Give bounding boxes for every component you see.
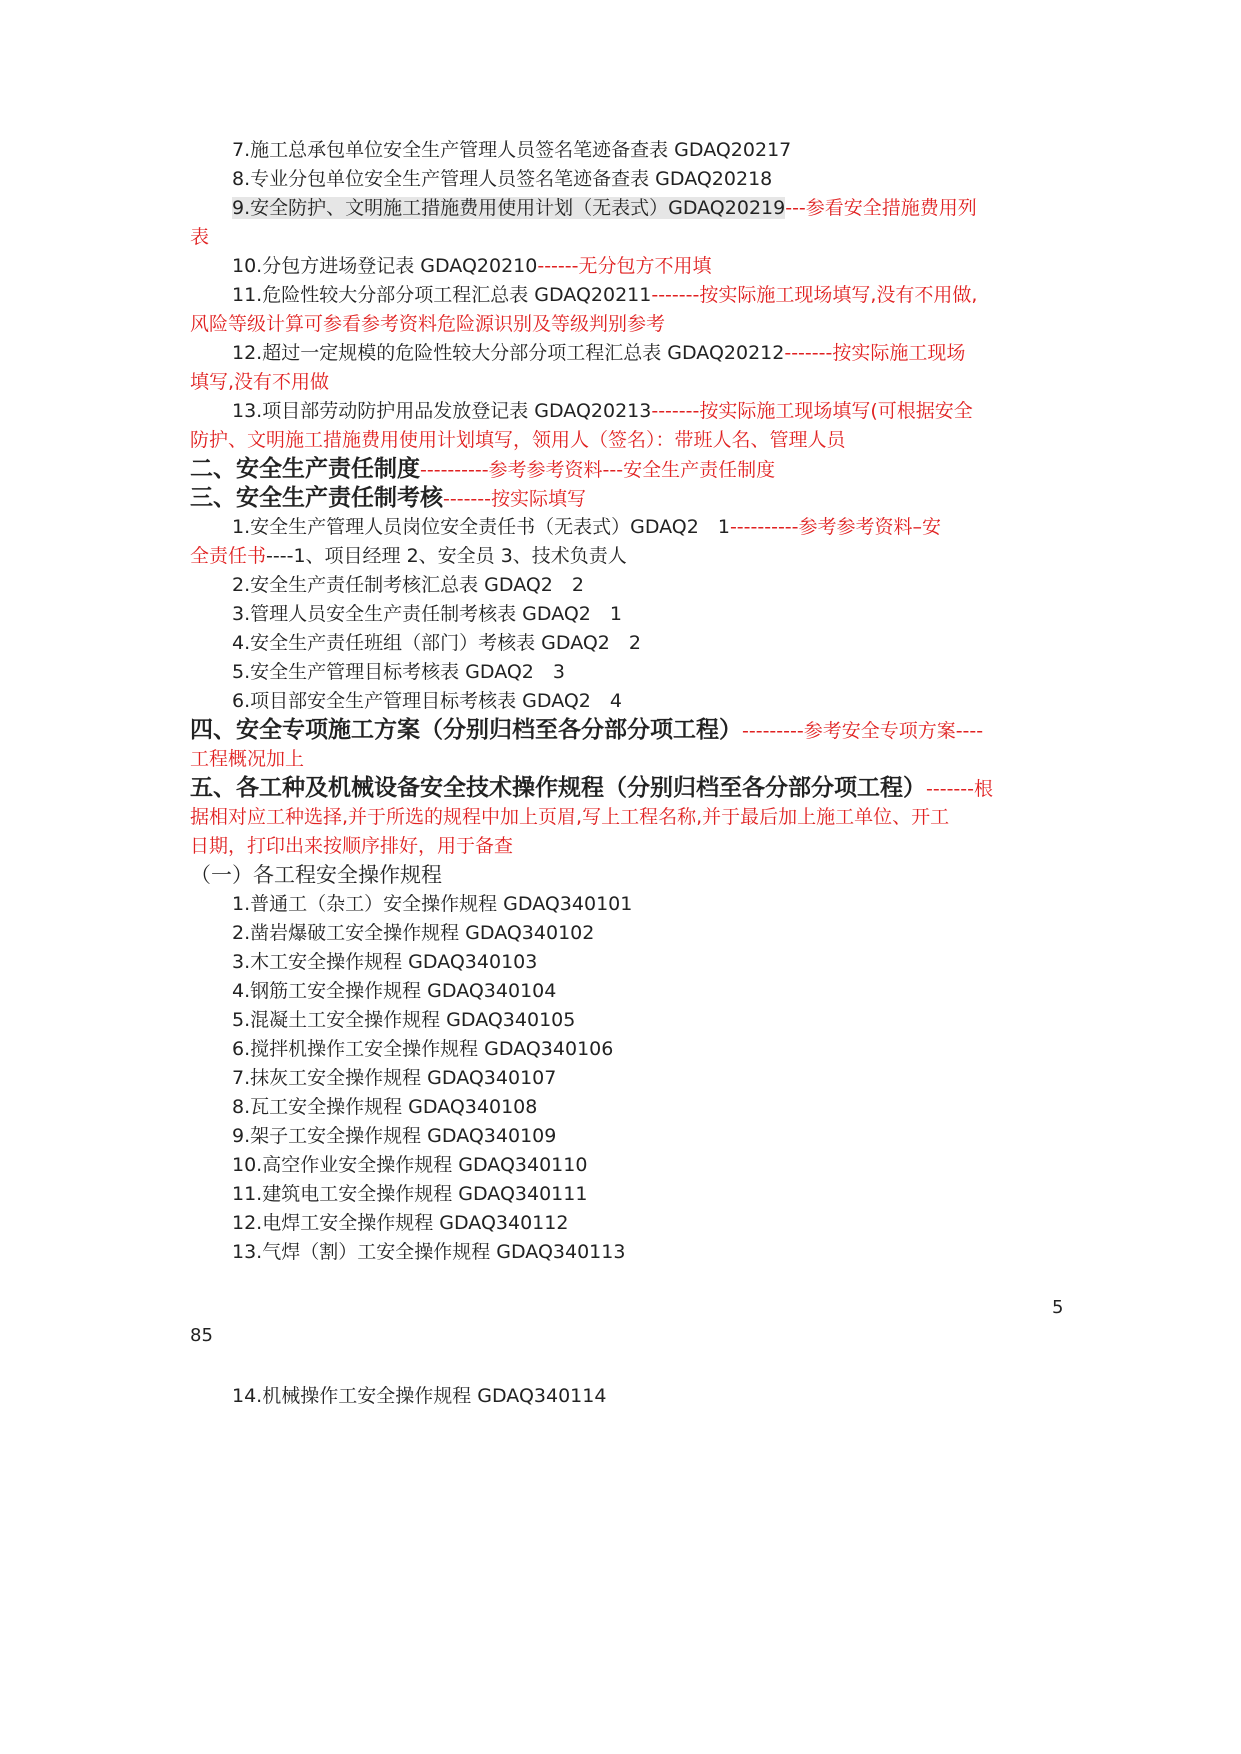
list-item (232, 337, 1060, 369)
list-item (232, 1149, 1060, 1181)
line-text: ----1、项目经理 2、安全员 3、技术负责人 (266, 545, 627, 567)
list-item (232, 656, 1060, 688)
heading-continuation (190, 830, 1060, 862)
line-note: ---参看安全措施费用列 (785, 197, 977, 219)
line-text: 5.混凝土工安全操作规程 GDAQ340105 (232, 1009, 576, 1031)
line-text: 4.安全生产责任班组（部门）考核表 GDAQ2 2 (232, 632, 641, 654)
line-text: 1.普通工（杂工）安全操作规程 GDAQ340101 (232, 893, 633, 915)
list-item (232, 192, 1060, 224)
list-item (232, 163, 1060, 195)
list-item (232, 1380, 1060, 1412)
list-item (232, 1207, 1060, 1239)
list-item (232, 279, 1060, 311)
list-item-continuation (190, 221, 1060, 253)
list-item (232, 1120, 1060, 1152)
heading-text: 二、安全生产责任制度 (190, 456, 420, 482)
list-item (232, 946, 1060, 978)
heading-text: 四、安全专项施工方案（分别归档至各分部分项工程） (190, 717, 742, 743)
line-text: 4.钢筋工安全操作规程 GDAQ340104 (232, 980, 557, 1002)
list-item (232, 1033, 1060, 1065)
line-text: 7.施工总承包单位安全生产管理人员签名笔迹备查表 GDAQ20217 (232, 139, 792, 161)
line-note: 全责任书 (190, 545, 267, 567)
list-item (232, 888, 1060, 920)
list-item (232, 1091, 1060, 1123)
line-text: 2.凿岩爆破工安全操作规程 GDAQ340102 (232, 922, 595, 944)
line-note: -------按实际施工现场填写(可根据安全 (651, 400, 973, 422)
list-item (232, 1236, 1060, 1268)
heading-text: 五、各工种及机械设备安全技术操作规程（分别归档至各分部分项工程） (190, 775, 926, 801)
line-text: 1.安全生产管理人员岗位安全责任书（无表式）GDAQ2 1 (232, 516, 730, 538)
line-note: 防护、文明施工措施费用使用计划填写，领用人（签名）：带班人名、管理人员 (190, 429, 846, 451)
list-item (232, 395, 1060, 427)
list-item-continuation (190, 540, 1060, 572)
heading-note: 工程概况加上 (190, 748, 305, 770)
list-item (232, 1062, 1060, 1094)
page-number-left: 85 (190, 1325, 213, 1346)
line-note: -------按实际施工现场 (784, 342, 966, 364)
line-text: 5.安全生产管理目标考核表 GDAQ2 3 (232, 661, 565, 683)
line-text: 3.管理人员安全生产责任制考核表 GDAQ2 1 (232, 603, 622, 625)
heading-text: （一）各工程安全操作规程 (190, 863, 442, 887)
line-note: ------无分包方不用填 (537, 255, 712, 277)
heading-note: 日期，打印出来按顺序排好，用于备查 (190, 835, 514, 857)
sub-heading (190, 859, 1060, 891)
line-note: 风险等级计算可参看参考资料危险源识别及等级判别参考 (190, 313, 666, 335)
line-note: ----------参考参考资料–安 (729, 516, 942, 538)
line-note: -------按实际施工现场填写,没有不用做, (651, 284, 978, 306)
list-item-continuation (190, 308, 1060, 340)
heading-note: -------按实际填写 (443, 488, 586, 510)
heading-continuation (190, 801, 1060, 833)
line-text: 14.机械操作工安全操作规程 GDAQ340114 (232, 1385, 607, 1407)
list-item (232, 250, 1060, 282)
line-text: 11.危险性较大分部分项工程汇总表 GDAQ20211 (232, 284, 652, 306)
list-item (232, 917, 1060, 949)
line-text: 12.电焊工安全操作规程 GDAQ340112 (232, 1212, 569, 1234)
list-item (232, 569, 1060, 601)
heading-note: 据相对应工种选择,并于所选的规程中加上页眉,写上工程名称,并于最后加上施工单位、开工 (190, 806, 950, 828)
line-text: 10.高空作业安全操作规程 GDAQ340110 (232, 1154, 588, 1176)
list-item (232, 511, 1060, 543)
heading-text: 三、安全生产责任制考核 (190, 485, 443, 511)
line-text: 9.架子工安全操作规程 GDAQ340109 (232, 1125, 557, 1147)
list-item-continuation (190, 366, 1060, 398)
line-text: 12.超过一定规模的危险性较大分部分项工程汇总表 GDAQ20212 (232, 342, 785, 364)
list-item (232, 1178, 1060, 1210)
list-item (232, 1004, 1060, 1036)
list-item (232, 975, 1060, 1007)
line-text: 10.分包方进场登记表 GDAQ20210 (232, 255, 538, 277)
heading-note: ---------参考安全专项方案---- (742, 720, 984, 742)
line-text: 8.瓦工安全操作规程 GDAQ340108 (232, 1096, 538, 1118)
line-text: 7.抹灰工安全操作规程 GDAQ340107 (232, 1067, 557, 1089)
list-item-continuation (190, 424, 1060, 456)
line-text: 6.搅拌机操作工安全操作规程 GDAQ340106 (232, 1038, 614, 1060)
line-text: 6.项目部安全生产管理目标考核表 GDAQ2 4 (232, 690, 622, 712)
highlighted-line-text: 9.安全防护、文明施工措施费用使用计划（无表式）GDAQ20219 (232, 197, 786, 219)
heading-continuation (190, 743, 1060, 775)
line-text: 13.项目部劳动防护用品发放登记表 GDAQ20213 (232, 400, 652, 422)
heading-note: -------根 (926, 778, 993, 800)
line-note: 表 (190, 226, 210, 248)
line-text: 8.专业分包单位安全生产管理人员签名笔迹备查表 GDAQ20218 (232, 168, 773, 190)
list-item (232, 685, 1060, 717)
line-text: 13.气焊（割）工安全操作规程 GDAQ340113 (232, 1241, 626, 1263)
list-item (232, 627, 1060, 659)
list-item (232, 134, 1060, 166)
list-item (232, 598, 1060, 630)
line-text: 11.建筑电工安全操作规程 GDAQ340111 (232, 1183, 588, 1205)
line-note: 填写,没有不用做 (190, 371, 330, 393)
heading-note: ----------参考参考资料---安全生产责任制度 (420, 459, 776, 481)
line-text: 2.安全生产责任制考核汇总表 GDAQ2 2 (232, 574, 584, 596)
page-number-right: 5 (1052, 1297, 1064, 1318)
line-text: 3.木工安全操作规程 GDAQ340103 (232, 951, 538, 973)
